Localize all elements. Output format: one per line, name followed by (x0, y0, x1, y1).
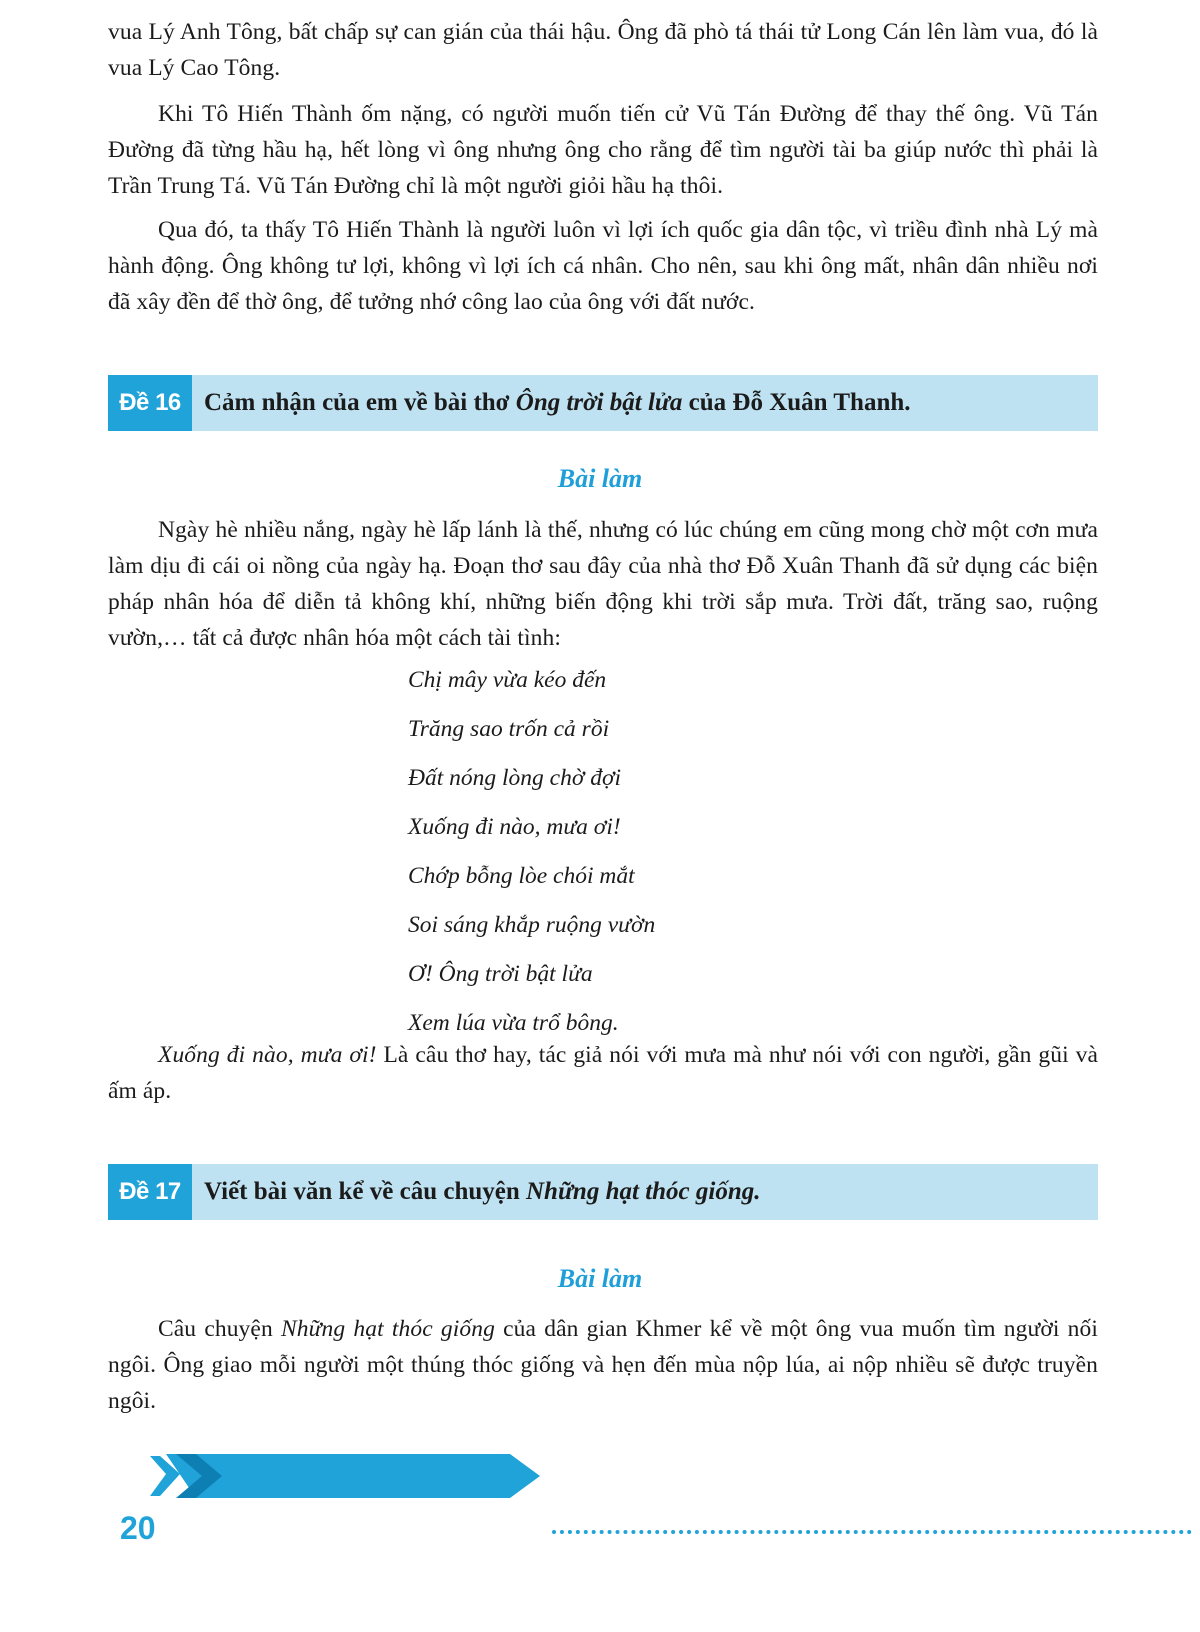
poem-line: Đất nóng lòng chờ đợi (408, 765, 622, 791)
exercise-17-subheading: Bài làm (557, 1264, 643, 1293)
poem-line: Xem lúa vừa trổ bông. (408, 1010, 619, 1036)
poem-line: Chị mây vừa kéo đến (408, 667, 607, 693)
footer-dotted-line (552, 1530, 1192, 1534)
poem-line: Soi sáng khắp ruộng vườn (408, 912, 656, 938)
exercise-17-heading (108, 1164, 1098, 1220)
exercise-16-subheading: Bài làm (557, 464, 643, 493)
poem-line: Chớp bỗng lòe chói mắt (408, 863, 635, 889)
poem-line: Xuống đi nào, mưa ơi! (408, 814, 621, 840)
intro-paragraph-3: Qua đó, ta thấy Tô Hiến Thành là người luôn vì lợi ích quốc gia dân tộc, vì triều đình nhà Lý mà hành động. Ông không tư lợi, không vì lợi ích cá nhân. Cho nên, sau khi ông mất, nhân dân nhiều nơi đã xây đền để thờ ông, để tưởng nhớ công lao của ông với đất nước. (108, 217, 1098, 315)
exercise-16-heading (108, 375, 1098, 431)
exercise-16-tag: Đề 16 (108, 375, 192, 431)
footer-band (0, 1450, 1200, 1510)
footer-title-banner (166, 1454, 540, 1498)
exercise-16-paragraph-1: Ngày hè nhiều nắng, ngày hè lấp lánh là thế, nhưng có lúc chúng em cũng mong chờ một cơn mưa làm dịu đi cái oi nồng của ngày hạ. Đoạn thơ sau đây của nhà thơ Đỗ Xuân Thanh đã sử dụng các biện pháp nhân hóa để diễn tả không khí, những biến động khi trời sắp mưa. Trời đất, trăng sao, ruộng vườn,… tất cả được nhân hóa một cách tài tình: (108, 517, 1098, 651)
intro-paragraph-2: Khi Tô Hiến Thành ốm nặng, có người muốn tiến cử Vũ Tán Đường để thay thế ông. Vũ Tán Đường đã từng hầu hạ, hết lòng vì ông nhưng ông cho rằng để tìm người tài ba giúp nước thì phải là Trần Trung Tá. Vũ Tán Đường chỉ là một người giỏi hầu hạ thôi. (108, 101, 1098, 199)
exercise-16-paragraph-2: Xuống đi nào, mưa ơi! Là câu thơ hay, tác giả nói với mưa mà như nói với con người, gần gũi và ấm áp. (108, 1042, 1099, 1104)
poem-line: Trăng sao trốn cả rồi (408, 716, 610, 742)
exercise-17-tag: Đề 17 (108, 1164, 192, 1220)
poem-line: Ơ! Ông trời bật lửa (408, 961, 593, 987)
poem-block (408, 662, 655, 1054)
footer-page-tab-inner (0, 1456, 166, 1496)
exercise-17-paragraph-1: Câu chuyện Những hạt thóc giống của dân gian Khmer kể về một ông vua muốn tìm người nối ngôi. Ông giao mỗi người một thúng thóc giống và hẹn đến mùa nộp lúa, ai nộp nhiều sẽ được truyền ngôi. (108, 1316, 1098, 1414)
book-title: 100 BÀI LÀM VĂN HAY LỚP 4 (210, 1514, 531, 1539)
page-number: 20 (120, 1510, 156, 1546)
exercise-16-title: Cảm nhận của em về bài thơ Ông trời bật lửa của Đỗ Xuân Thanh. (204, 389, 911, 416)
intro-paragraph-1: vua Lý Anh Tông, bất chấp sự can gián của thái hậu. Ông đã phò tá thái tử Long Cán lên làm vua, đó là vua Lý Cao Tông. (108, 19, 1098, 81)
exercise-17-title: Viết bài văn kể về câu chuyện Những hạt thóc giống. (204, 1178, 761, 1205)
